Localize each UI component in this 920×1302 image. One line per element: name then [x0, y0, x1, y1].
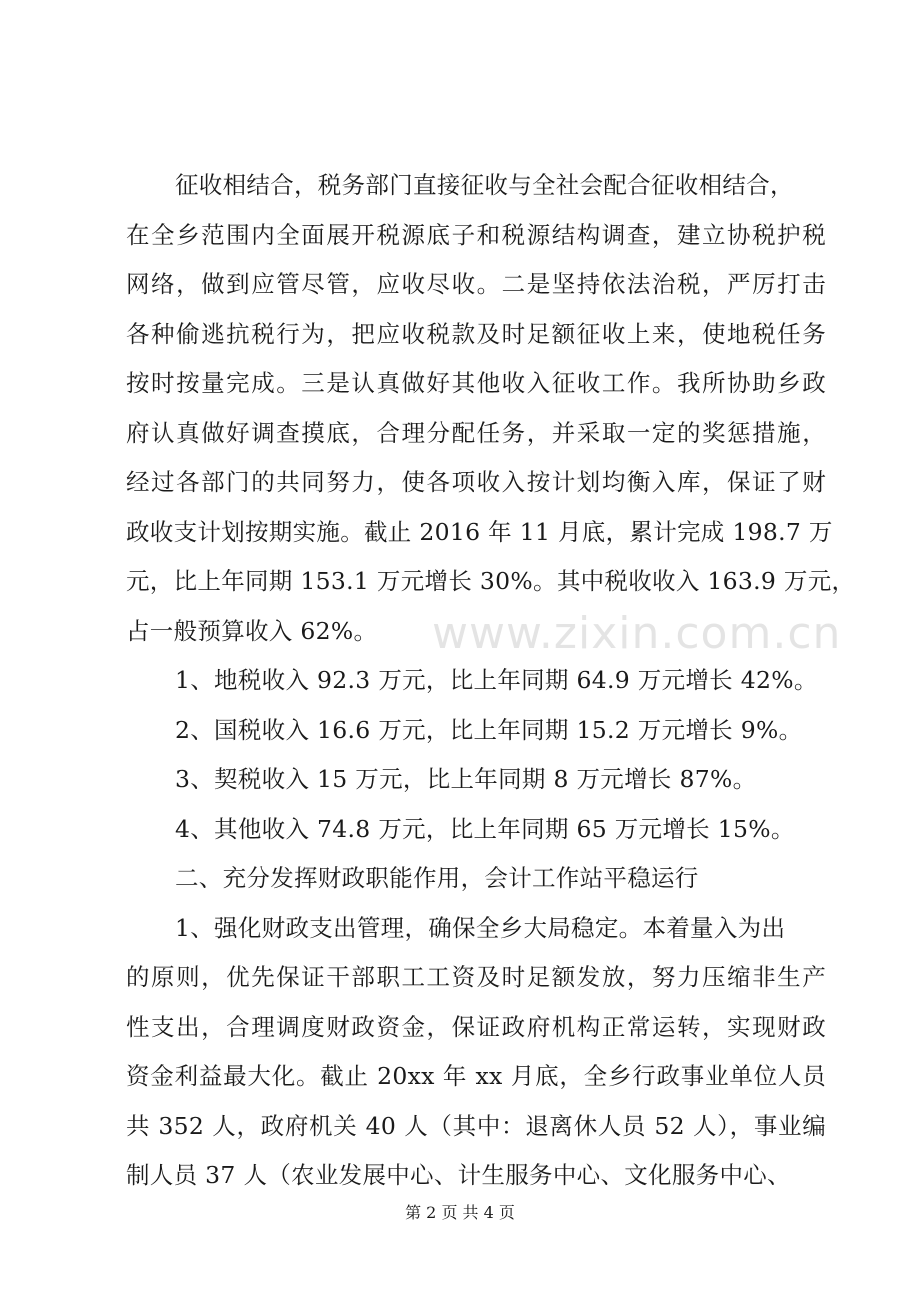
section-heading: 二、充分发挥财政职能作用，会计工作站平稳运行: [175, 864, 699, 892]
paragraph-line: 经过各部门的共同努力，使各项收入按计划均衡入库，保证了财: [126, 468, 826, 496]
paragraph-line: 在全乡范围内全面展开税源底子和税源结构调查，建立协税护税: [126, 221, 826, 249]
paragraph-line: 各种偷逃抗税行为，把应收税款及时足额征收上来，使地税任务: [126, 320, 826, 348]
watermark: www.zixin.com.cn: [432, 608, 842, 659]
paragraph-line: 占一般预算收入 62%。: [126, 617, 378, 645]
list-item: 3、契税收入 15 万元，比上年同期 8 万元增长 87%。: [175, 765, 757, 793]
paragraph-line: 政收支计划按期实施。截止 2016 年 11 月底，累计完成 198.7 万: [126, 518, 833, 546]
paragraph-line: 征收相结合，税务部门直接征收与全社会配合征收相结合，: [175, 171, 794, 199]
paragraph-line: 网络，做到应管尽管，应收尽收。二是坚持依法治税，严厉打击: [126, 270, 826, 298]
list-item: 4、其他收入 74.8 万元，比上年同期 65 万元增长 15%。: [175, 815, 795, 843]
paragraph-line: 按时按量完成。三是认真做好其他收入征收工作。我所协助乡政: [126, 369, 826, 397]
page-footer: 第 2 页 共 4 页: [405, 1203, 515, 1222]
paragraph-line: 1、强化财政支出管理，确保全乡大局稳定。本着量入为出: [175, 914, 786, 942]
paragraph-line: 共 352 人，政府机关 40 人（其中：退离休人员 52 人），事业编: [126, 1112, 826, 1140]
paragraph-line: 资金利益最大化。截止 20xx 年 xx 月底，全乡行政事业单位人员: [126, 1062, 826, 1090]
paragraph-line: 元，比上年同期 153.1 万元增长 30%。其中税收收入 163.9 万元，: [126, 567, 856, 595]
paragraph-line: 性支出，合理调度财政资金，保证政府机构正常运转，实现财政: [126, 1013, 826, 1041]
paragraph-line: 的原则，优先保证干部职工工资及时足额发放，努力压缩非生产: [126, 963, 826, 991]
paragraph-line: 府认真做好调查摸底，合理分配任务，并采取一定的奖惩措施，: [126, 419, 826, 447]
list-item: 2、国税收入 16.6 万元，比上年同期 15.2 万元增长 9%。: [175, 716, 803, 744]
list-item: 1、地税收入 92.3 万元，比上年同期 64.9 万元增长 42%。: [175, 666, 818, 694]
paragraph-line: 制人员 37 人（农业发展中心、计生服务中心、文化服务中心、: [126, 1161, 791, 1189]
